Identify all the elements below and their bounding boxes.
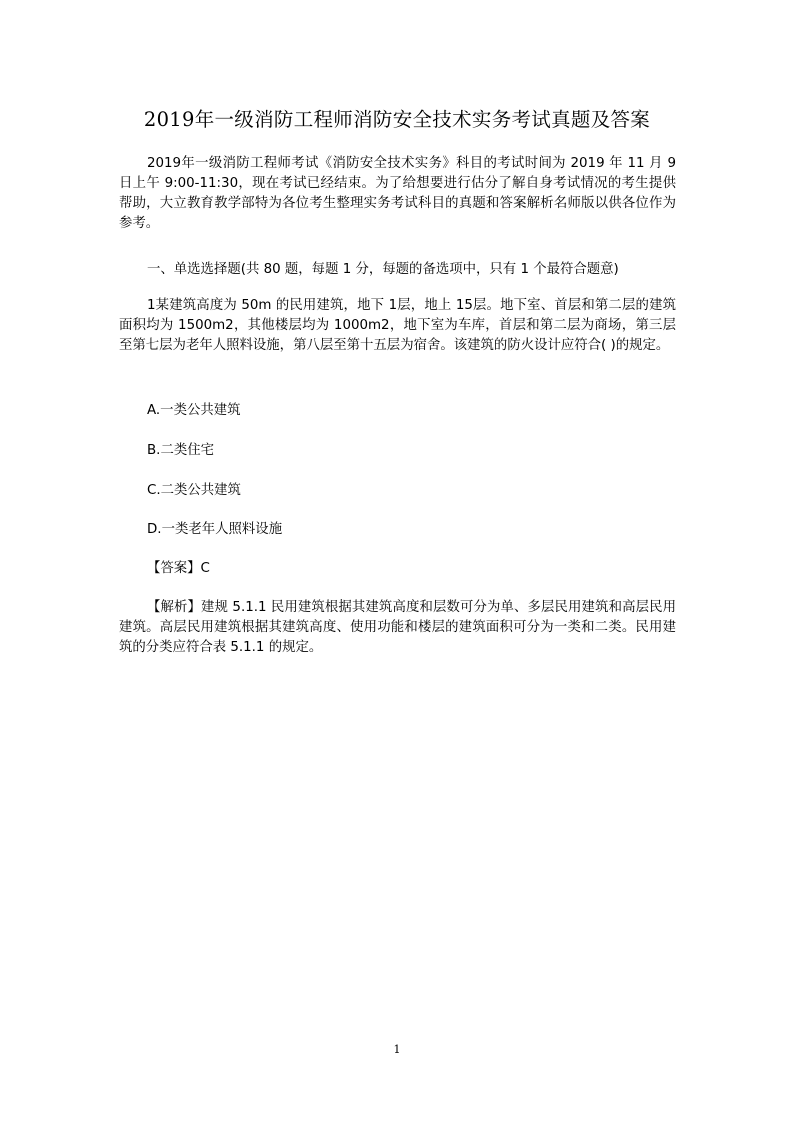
option-d: D.一类老年人照料设施 xyxy=(147,522,283,537)
section-heading: 一、单选选择题(共 80 题，每题 1 分，每题的备选项中，只有 1 个最符合题意) xyxy=(147,262,619,277)
page-number: 1 xyxy=(393,1043,401,1056)
question-stem: 1某建筑高度为 50m 的民用建筑，地下 1层，地上 15层。地下室、首层和第二层的建筑面积均为 1500m2，其他楼层均为 1000m2，地下室为车库，首层和第二层为商场，第三层至第七层为老年人照料设施，第八层至第十五层为宿舍。该建筑的防火设计应符合( )的规定。 xyxy=(119,298,676,353)
analysis-paragraph: 【解析】建规 5.1.1 民用建筑根据其建筑高度和层数可分为单、多层民用建筑和高层民用建筑。高层民用建筑根据其建筑高度、使用功能和楼层的建筑面积可分为一类和二类。民用建筑的分类应符合表 5.1.1 的规定。 xyxy=(119,600,676,655)
intro-paragraph: 2019年一级消防工程师考试《消防安全技术实务》科目的考试时间为 2019 年 11 月 9 日上午 9:00-11:30，现在考试已经结束。为了给想要进行估分了解自身考试情况的考生提供帮助，大立教育教学部特为各位考生整理实务考试科目的真题和答案解析名师版以供各位作为参考。 xyxy=(119,156,676,231)
document-title: 2019年一级消防工程师消防安全技术实务考试真题及答案 xyxy=(143,108,651,131)
answer-line: 【答案】C xyxy=(147,561,210,576)
option-b: B.二类住宅 xyxy=(147,443,215,458)
option-c: C.二类公共建筑 xyxy=(147,483,241,498)
option-a: A.一类公共建筑 xyxy=(147,403,241,418)
